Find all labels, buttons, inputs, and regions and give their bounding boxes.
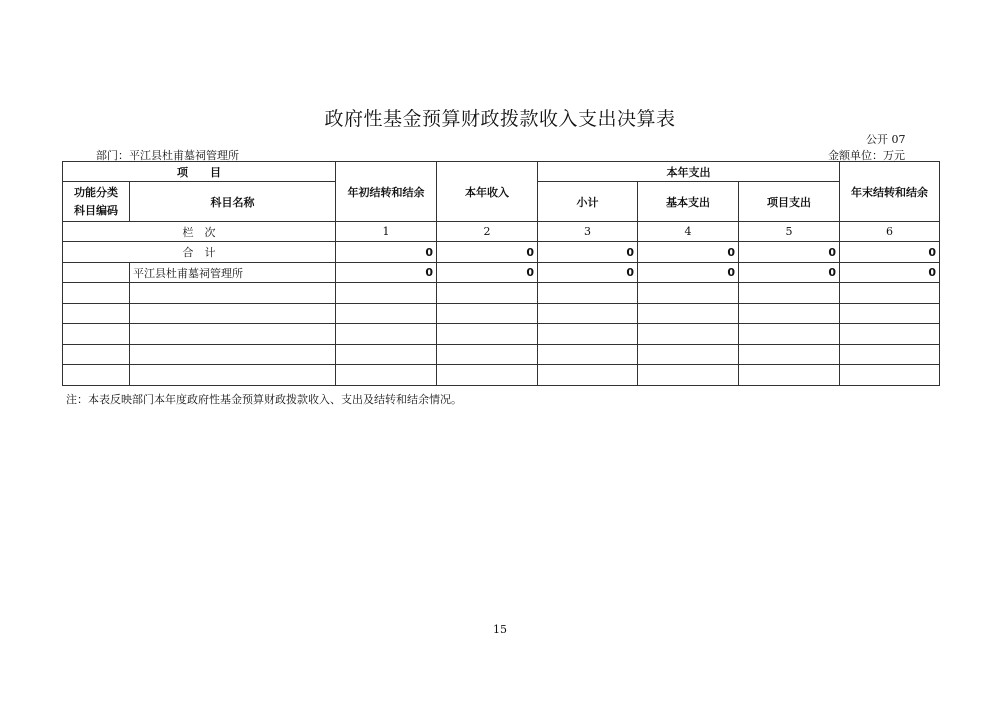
empty-cell — [130, 365, 336, 386]
empty-cell — [336, 324, 437, 345]
row-value: 0 — [437, 263, 538, 283]
column-number: 6 — [840, 222, 940, 242]
row-value: 0 — [840, 263, 940, 283]
empty-cell — [638, 345, 739, 365]
total-value: 0 — [739, 242, 840, 263]
header-row-1 — [63, 162, 940, 182]
empty-cell — [63, 283, 130, 304]
empty-row — [63, 304, 940, 324]
empty-cell — [63, 324, 130, 345]
header-expense: 本年支出 — [538, 162, 840, 182]
table-row — [63, 263, 940, 283]
header-basic: 基本支出 — [638, 182, 739, 222]
row-value: 0 — [336, 263, 437, 283]
empty-row — [63, 324, 940, 345]
empty-cell — [437, 324, 538, 345]
page-number: 15 — [493, 623, 507, 636]
empty-cell — [638, 304, 739, 324]
empty-cell — [538, 324, 638, 345]
budget-table — [62, 161, 940, 386]
empty-cell — [130, 324, 336, 345]
empty-cell — [840, 324, 940, 345]
total-value: 0 — [840, 242, 940, 263]
total-value: 0 — [437, 242, 538, 263]
report-code: 公开 07 — [866, 133, 906, 146]
total-label: 合 计 — [63, 242, 336, 263]
header-end-balance: 年末结转和结余 — [840, 162, 940, 222]
header-item: 项 目 — [63, 162, 336, 182]
empty-cell — [63, 345, 130, 365]
header-subtotal: 小计 — [538, 182, 638, 222]
total-row — [63, 242, 940, 263]
empty-cell — [538, 365, 638, 386]
empty-cell — [739, 283, 840, 304]
empty-cell — [538, 283, 638, 304]
empty-cell — [739, 324, 840, 345]
empty-cell — [336, 365, 437, 386]
column-number: 4 — [638, 222, 739, 242]
empty-cell — [437, 345, 538, 365]
column-number-row — [63, 222, 940, 242]
empty-cell — [437, 304, 538, 324]
empty-cell — [739, 365, 840, 386]
row-value: 0 — [739, 263, 840, 283]
header-func-code: 功能分类科目编码 — [63, 182, 130, 222]
report-title: 政府性基金预算财政拨款收入支出决算表 — [324, 108, 676, 130]
empty-cell — [437, 365, 538, 386]
column-number: 3 — [538, 222, 638, 242]
empty-cell — [840, 304, 940, 324]
empty-cell — [538, 345, 638, 365]
total-value: 0 — [638, 242, 739, 263]
column-number: 1 — [336, 222, 437, 242]
empty-cell — [638, 283, 739, 304]
row-value: 0 — [538, 263, 638, 283]
empty-cell — [63, 365, 130, 386]
amount-unit-label: 金额单位：万元 — [828, 149, 905, 162]
header-begin-balance: 年初结转和结余 — [336, 162, 437, 222]
row-code — [63, 263, 130, 283]
header-income: 本年收入 — [437, 162, 538, 222]
empty-cell — [638, 324, 739, 345]
department-label: 部门：平江县杜甫墓祠管理所 — [96, 149, 239, 162]
empty-row — [63, 365, 940, 386]
empty-cell — [739, 304, 840, 324]
row-value: 0 — [638, 263, 739, 283]
empty-cell — [336, 283, 437, 304]
total-value: 0 — [538, 242, 638, 263]
empty-cell — [538, 304, 638, 324]
empty-cell — [638, 365, 739, 386]
empty-cell — [840, 283, 940, 304]
empty-cell — [840, 345, 940, 365]
empty-cell — [63, 304, 130, 324]
empty-cell — [130, 345, 336, 365]
empty-cell — [739, 345, 840, 365]
empty-cell — [130, 304, 336, 324]
empty-cell — [130, 283, 336, 304]
row-subject-name: 平江县杜甫墓祠管理所 — [130, 263, 336, 283]
column-number-label: 栏 次 — [63, 222, 336, 242]
header-project: 项目支出 — [739, 182, 840, 222]
empty-cell — [437, 283, 538, 304]
table-note: 注：本表反映部门本年度政府性基金预算财政拨款收入、支出及结转和结余情况。 — [66, 393, 462, 406]
column-number: 2 — [437, 222, 538, 242]
empty-cell — [336, 345, 437, 365]
column-number: 5 — [739, 222, 840, 242]
empty-row — [63, 283, 940, 304]
total-value: 0 — [336, 242, 437, 263]
empty-row — [63, 345, 940, 365]
empty-cell — [840, 365, 940, 386]
header-subject-name: 科目名称 — [130, 182, 336, 222]
empty-cell — [336, 304, 437, 324]
